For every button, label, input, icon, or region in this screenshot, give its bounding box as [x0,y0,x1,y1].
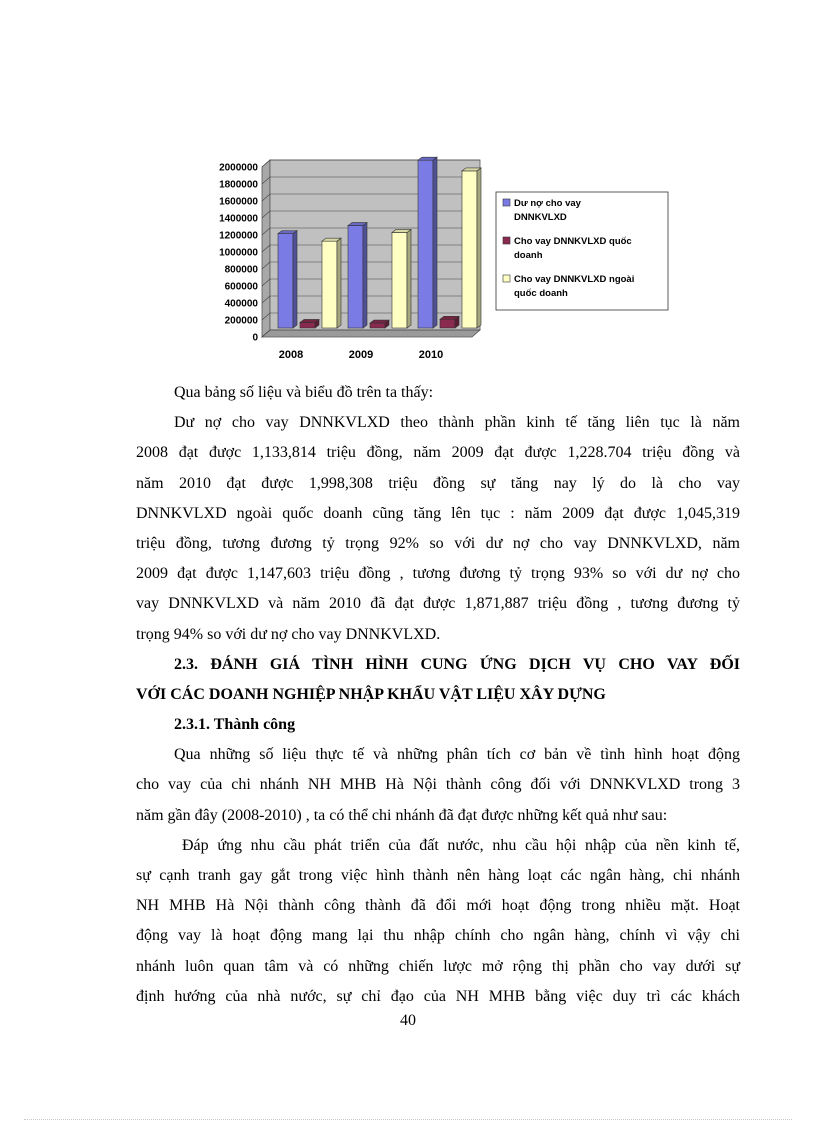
paragraph-line: Đáp ứng nhu cầu phát triển của đất nước, nhu cầu hội nhập của nền kinh tế, [182,836,740,854]
body-text [136,378,740,1012]
paragraph-2 [136,740,740,831]
paragraph-3 [136,831,740,1012]
bar-side [337,238,341,328]
legend-swatch [503,199,510,206]
bar [300,322,315,328]
paragraph-line: 2009 đạt được 1,147,603 triệu đồng , tương đương tỷ trọng 93% so với dư nợ cho [136,565,740,583]
y-tick-label: 400000 [224,298,258,310]
chart-legend [496,192,668,310]
y-tick-label: 2000000 [219,162,258,174]
paragraph-line: triệu đồng, tương đương tỷ trọng 92% so với dư nợ cho vay DNNKVLXD, năm [136,534,740,552]
paragraph-line: Qua những số liệu thực tế và những phân tích cơ bản về tình hình hoạt động [174,746,740,764]
paragraph-line: nhánh luôn quan tâm và có những chiến lược mở rộng thị phần cho vay dưới sự [136,957,740,975]
bar-side [477,168,481,328]
legend-label: quốc doanh [514,288,568,299]
y-tick-label: 0 [252,332,258,344]
bar-side [293,231,297,328]
floor [262,330,480,337]
y-tick-label: 800000 [224,264,258,276]
bar-side [433,157,437,328]
paragraph-line: 2008 đạt được 1,133,814 triệu đồng, năm 2009 đạt được 1,228.704 triệu đồng và [136,444,740,462]
section-heading-2-3 [136,650,740,710]
paragraph-line: sự cạnh tranh gay gắt trong việc hình thành nên hàng loạt các ngân hàng, chi nhánh [136,867,740,884]
y-tick-label: 200000 [224,315,258,327]
paragraph-line: năm gần đây (2008-2010) , ta có thể chi nhánh đã đạt được những kết quả như sau: [136,806,668,824]
bar [322,241,337,328]
paragraph-line: Dư nợ cho vay DNNKVLXD theo thành phần kinh tế tăng liên tục là năm [174,414,740,432]
section-heading-2-3-1: 2.3.1. Thành công [174,716,296,734]
legend-label: doanh [514,250,543,261]
heading-line: 2.3. ĐÁNH GIÁ TÌNH HÌNH CUNG ỨNG DỊCH VỤ CHO VAY ĐỐI [174,655,740,673]
paragraph-line: định hướng của nhà nước, sự chỉ đạo của NH MHB bằng việc duy trì các khách [136,987,740,1005]
y-tick-label: 1600000 [219,196,258,208]
heading-line: VỚI CÁC DOANH NGHIỆP NHẬP KHẨU VẬT LIỆU XÂY DỰNG [136,685,606,703]
legend-swatch [503,237,510,244]
paragraph-line: năm 2010 đạt được 1,998,308 triệu đồng sự tăng nay lý do là cho vay [136,474,740,492]
legend-label: Cho vay DNNKVLXD ngoài [514,274,635,285]
bar [440,319,455,328]
y-tick-label: 600000 [224,281,258,293]
paragraph-1 [136,408,740,650]
y-tick-label: 1000000 [219,247,258,259]
paragraph-line: NH MHB Hà Nội thành công thành đã đổi mới hoạt động trong nhiều mặt. Hoạt [136,897,740,915]
y-tick-label: 1400000 [219,213,258,225]
x-tick-label: 2009 [348,349,374,361]
legend-label: Dư nợ cho vay [514,198,581,209]
bar [392,232,407,328]
x-tick-label: 2008 [278,349,304,361]
y-tick-label: 1800000 [219,179,258,191]
legend-label: DNNKVLXD [514,212,567,223]
paragraph-line: vay DNNKVLXD và năm 2010 đã đạt được 1,871,887 triệu đồng , tương đương tỷ [136,595,740,613]
bar [348,226,363,328]
paragraph-line: trọng 94% so với dư nợ cho vay DNNKVLXD. [136,625,441,643]
bar [418,160,433,328]
intro-line: Qua bảng số liệu và biểu đồ trên ta thấy: [174,384,434,401]
bar-side [407,229,411,328]
y-tick-label: 1200000 [219,230,258,242]
legend-label: Cho vay DNNKVLXD quốc [514,236,632,247]
x-tick-label: 2010 [418,349,444,361]
y-axis-ticks [219,163,258,344]
legend-swatch [503,275,510,282]
loan-balance-chart [180,150,680,370]
bar [462,171,477,328]
paragraph-line: DNNKVLXD ngoài quốc doanh cũng tăng lên tục : năm 2009 đạt được 1,045,319 [136,504,740,522]
x-axis-ticks [279,349,443,361]
bar-side [363,223,367,328]
paragraph-line: động vay là hoạt động mang lại thu nhập chính cho ngân hàng, chính vì vậy chi [136,927,740,945]
page-number: 40 [400,1012,416,1029]
paragraph-line: cho vay của chi nhánh NH MHB Hà Nội thành công đối với DNNKVLXD trong 3 [136,776,740,794]
bar [370,323,385,328]
bar [278,234,293,328]
footer-divider [24,1119,792,1120]
